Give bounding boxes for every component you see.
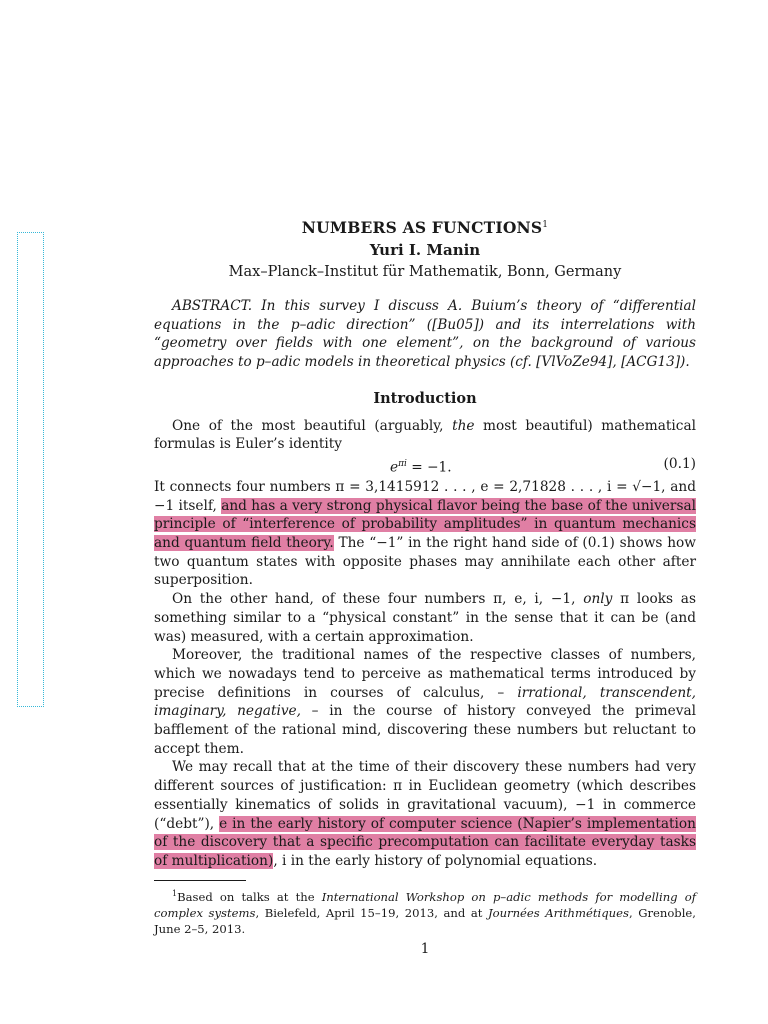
- paragraph-1: One of the most beautiful (arguably, the most beautiful) mathematical formulas is Euler’s identity: [154, 417, 696, 453]
- equation-0-1: [154, 454, 696, 475]
- paper-title: NUMBERS AS FUNCTIONS$^1$: [301, 218, 549, 238]
- author-name: Yuri I. Manin: [369, 241, 481, 260]
- highlight-annotation-2[interactable]: e in the early history of computer science (Napier’s implementation of the discovery that a specific precomputation can facilitate everyday tasks of multiplication): [154, 815, 696, 869]
- paragraph-5: We may recall that at the time of their discovery these numbers had very different sources of justification: π in Euclidean geometry (which describes essentially kinematics of solids in gravitational vacuum), −1 in commerce (“debt”), e in the early history of computer science (Napier’s implementation of the discovery that a specific precomputation can facilitate everyday tasks of multiplication), i in the early history of polynomial equations.: [154, 759, 696, 869]
- equation-number: (0.1): [663, 455, 696, 472]
- paragraph-4: Moreover, the traditional names of the respective classes of numbers, which we nowadays tend to perceive as mathematical terms introduced by precise definitions in courses of calculus, – irrational, transcendent, imaginary, negative, – in the course of history conveyed the primeval bafflement of the rational mind, discovering these numbers but reluctant to accept them.: [154, 647, 696, 757]
- euler-identity: $e^{\pi i} = -1$.: [390, 458, 452, 476]
- highlight-annotation-1[interactable]: and has a very strong physical flavor being the base of the universal principle of “interference of probability amplitudes” in quantum mechanics and quantum field theory.: [154, 497, 697, 552]
- author-affiliation: Max–Planck–Institut für Mathematik, Bonn, Germany: [228, 264, 622, 281]
- title-footnote-mark: 1: [542, 220, 549, 230]
- margin-selection-box: [17, 232, 44, 707]
- page-number: 1: [420, 940, 430, 957]
- paragraph-3: On the other hand, of these four numbers π, e, i, −1, only π looks as something similar to a “physical constant” in the sense that it can be (and was) measured, with a certain approximation.: [154, 591, 696, 645]
- footnote-rule: [154, 880, 246, 881]
- abstract: ABSTRACT. In this survey I discuss A. Buium’s theory of “differential equations in the p–adic direction” ([Bu05]) and its interrelations with “geometry over fields with one element”, on the background of various approaches to p–adic models in theoretical physics (cf. [VlVoZe94], [ACG13]).: [154, 298, 696, 370]
- paper-page: [154, 214, 696, 957]
- paragraph-2: It connects four numbers π = 3,1415912 . . . , e = 2,71828 . . . , i = √−1, and −1 itself, and has a very strong physical flavor being the base of the universal principle of “interference of probability amplitudes” in quantum mechanics and quantum field theory. The “−1” in the right hand side of (0.1) shows how two quantum states with opposite phases may annihilate each other after superposition.: [154, 478, 697, 589]
- footnote-1: $^1$Based on talks at the International Workshop on p–adic methods for modelling of complex systems, Bielefeld, April 15–19, 2013, and at Journées Arithmétiques, Grenoble, June 2–5, 2013.: [154, 888, 696, 936]
- section-heading-introduction: Introduction: [373, 389, 477, 407]
